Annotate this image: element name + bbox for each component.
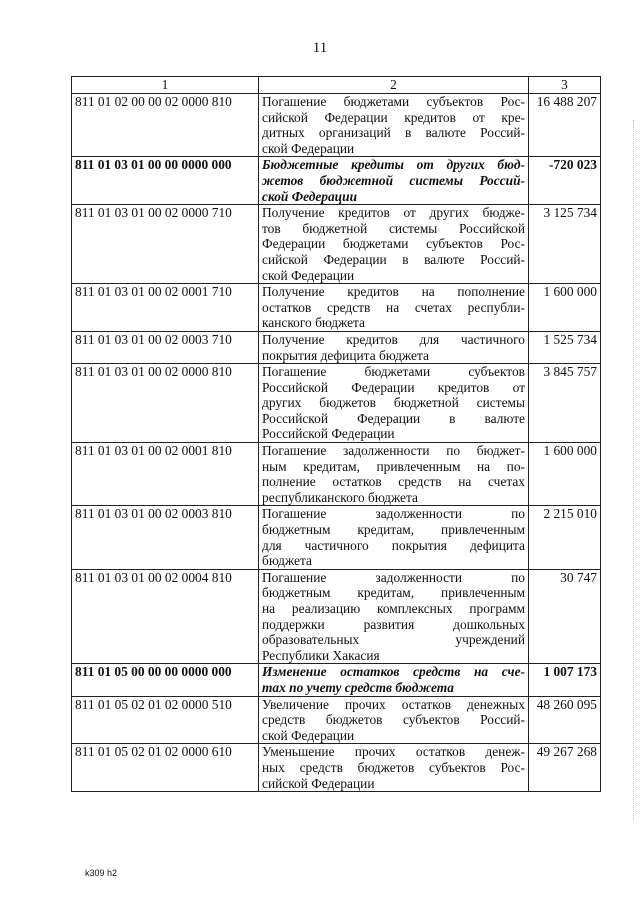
table-row: [72, 744, 601, 792]
description-cell: [259, 744, 529, 792]
description-cell: [259, 443, 529, 506]
description-line: сийской Федерации в валюте Россий-: [262, 251, 525, 267]
description-cell: [259, 364, 529, 443]
budget-code-cell: 811 01 03 01 00 02 0001 810: [72, 443, 259, 506]
description-line: тах по учету средств бюджета: [262, 679, 454, 695]
amount-cell: 48 260 095: [529, 696, 601, 744]
budget-code-cell: 811 01 03 01 00 02 0003 710: [72, 331, 259, 363]
description-line: Получение кредитов на пополнение: [262, 284, 525, 300]
description-line: Увеличение прочих остатков денежных: [262, 696, 525, 712]
description-line: образовательных учреждений: [262, 632, 525, 648]
budget-code-cell: 811 01 03 01 00 02 0004 810: [72, 569, 259, 664]
column-header-1: 1: [72, 77, 259, 94]
description-line: других бюджетов бюджетной системы: [262, 395, 525, 411]
table-body: [72, 94, 601, 792]
description-line: сийской Федерации кредитов от кре-: [262, 109, 525, 125]
amount-cell: -720 023: [529, 157, 601, 205]
description-line: Получение кредитов для частичного: [262, 331, 525, 347]
description-line: Бюджетные кредиты от других бюд-: [262, 157, 525, 173]
amount-cell: 1 525 734: [529, 331, 601, 363]
description-line: покрытия дефицита бюджета: [262, 347, 429, 363]
budget-code-cell: 811 01 03 01 00 00 0000 000: [72, 157, 259, 205]
description-line: жетов бюджетной системы Россий-: [262, 172, 525, 188]
table-header-row: [72, 77, 601, 94]
description-line: бюджетным кредитам, привлеченным: [262, 585, 525, 601]
table-row: [72, 157, 601, 205]
description-line: ской Федерации: [262, 188, 358, 204]
description-cell: [259, 205, 529, 284]
description-cell: [259, 664, 529, 696]
description-line: Погашение бюджетами субъектов Рос-: [262, 94, 525, 109]
budget-code-cell: 811 01 02 00 00 02 0000 810: [72, 94, 259, 157]
description-cell: [259, 284, 529, 332]
description-line: ской Федерации: [262, 727, 355, 743]
description-cell: [259, 506, 529, 569]
column-header-3: 3: [529, 77, 601, 94]
description-line: поддержки развития дошкольных: [262, 616, 525, 632]
page-number: 11: [312, 40, 328, 56]
description-line: ных средств бюджетов субъектов Рос-: [262, 759, 525, 775]
footer-mark: k309 h2: [85, 868, 118, 878]
table-row: [72, 284, 601, 332]
amount-cell: 1 600 000: [529, 284, 601, 332]
description-line: тов бюджетной системы Российской: [262, 220, 525, 236]
scan-edge-marks: [629, 120, 634, 820]
description-cell: [259, 331, 529, 363]
description-line: сийской Федерации: [262, 775, 375, 791]
table-row: [72, 443, 601, 506]
description-cell: [259, 696, 529, 744]
description-line: полнение остатков средств на счетах: [262, 474, 525, 490]
table-row: [72, 664, 601, 696]
amount-cell: 16 488 207: [529, 94, 601, 157]
table-row: [72, 205, 601, 284]
description-line: Погашение бюджетами субъектов: [262, 364, 525, 380]
budget-sources-table: [71, 76, 601, 792]
description-line: ской Федерации: [262, 267, 355, 283]
description-line: остатков средств на счетах республи-: [262, 299, 525, 315]
column-header-2: 2: [259, 77, 529, 94]
description-line: Погашение задолженности по: [262, 506, 525, 522]
table-row: [72, 331, 601, 363]
table-row: [72, 364, 601, 443]
budget-code-cell: 811 01 05 02 01 02 0000 610: [72, 744, 259, 792]
description-line: ным кредитам, привлеченным на по-: [262, 458, 525, 474]
budget-code-cell: 811 01 03 01 00 02 0001 710: [72, 284, 259, 332]
description-line: дитных организаций в валюте Россий-: [262, 125, 525, 141]
budget-code-cell: 811 01 03 01 00 02 0000 710: [72, 205, 259, 284]
description-line: Уменьшение прочих остатков денеж-: [262, 744, 525, 760]
budget-code-cell: 811 01 03 01 00 02 0000 810: [72, 364, 259, 443]
description-line: Российской Федерации в валюте: [262, 410, 525, 426]
description-line: Получение кредитов от других бюдже-: [262, 205, 525, 221]
description-line: на реализацию комплексных программ: [262, 601, 525, 616]
budget-code-cell: 811 01 03 01 00 02 0003 810: [72, 506, 259, 569]
description-cell: [259, 157, 529, 205]
description-line: Федерации бюджетами субъектов Рос-: [262, 236, 525, 252]
description-line: ской Федерации: [262, 140, 355, 156]
description-line: Погашение задолженности по бюджет-: [262, 443, 525, 459]
description-line: республиканского бюджета: [262, 489, 418, 505]
description-line: Погашение задолженности по: [262, 569, 525, 585]
description-cell: [259, 569, 529, 664]
description-line: бюджета: [262, 553, 312, 569]
description-cell: [259, 94, 529, 157]
description-line: Изменение остатков средств на сче-: [262, 664, 525, 680]
table-row: [72, 506, 601, 569]
amount-cell: 49 267 268: [529, 744, 601, 792]
budget-code-cell: 811 01 05 00 00 00 0000 000: [72, 664, 259, 696]
description-line: Российской Федерации кредитов от: [262, 379, 525, 395]
amount-cell: 3 125 734: [529, 205, 601, 284]
table-row: [72, 94, 601, 157]
budget-code-cell: 811 01 05 02 01 02 0000 510: [72, 696, 259, 744]
table-row: [72, 569, 601, 664]
description-line: средств бюджетов субъектов Россий-: [262, 712, 525, 728]
description-line: Республики Хакасия: [262, 647, 380, 663]
description-line: канского бюджета: [262, 315, 366, 331]
amount-cell: 30 747: [529, 569, 601, 664]
amount-cell: 1 600 000: [529, 443, 601, 506]
table-row: [72, 696, 601, 744]
amount-cell: 3 845 757: [529, 364, 601, 443]
description-line: Российской Федерации: [262, 426, 395, 442]
amount-cell: 1 007 173: [529, 664, 601, 696]
description-line: бюджетным кредитам, привлеченным: [262, 522, 525, 538]
description-line: для частичного покрытия дефицита: [262, 537, 525, 553]
amount-cell: 2 215 010: [529, 506, 601, 569]
